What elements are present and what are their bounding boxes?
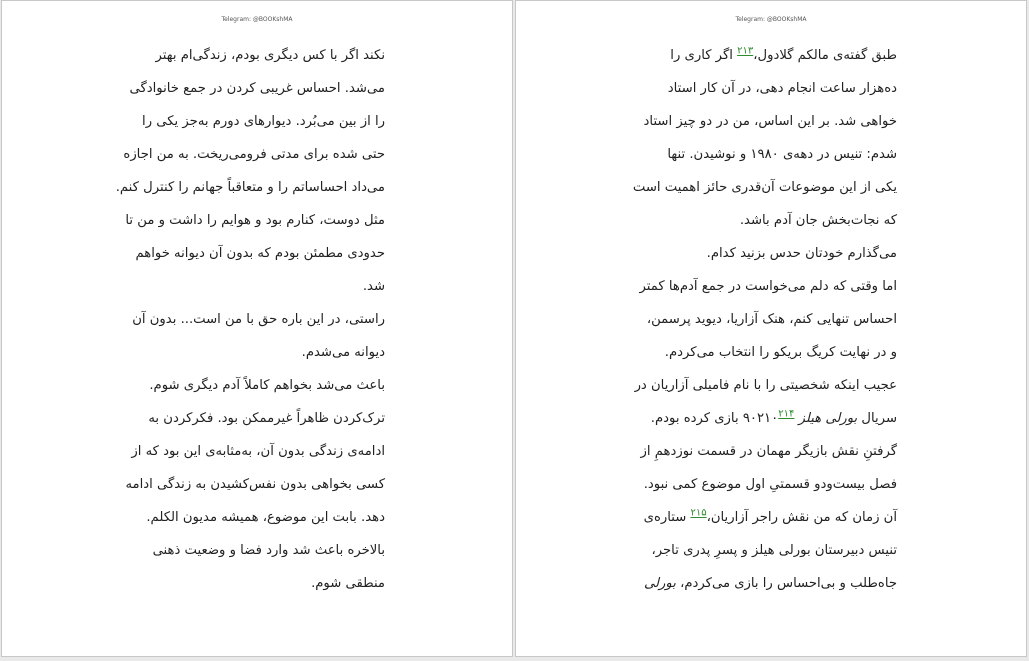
text-line: شدم: تنیس در دهه‌ی ۱۹۸۰ و نوشیدن. تنها xyxy=(667,147,897,162)
text-segment: سریال xyxy=(857,411,897,426)
text-line: باعث می‌شد بخواهم کاملاً آدم دیگری شوم. xyxy=(149,378,385,393)
text-segment: طبق گفته‌ی مالکم گلادول، xyxy=(753,48,897,63)
text-line: ده‌هزار ساعت انجام دهی، در آن کار استاد xyxy=(667,81,897,96)
text-line: حتی شده برای مدتی فرومی‌ریخت. به من اجازه xyxy=(123,147,385,162)
italic-title: بورلی xyxy=(644,576,676,591)
page-left xyxy=(1,0,513,657)
text-line: یکی از این موضوعات آن‌قدری حائز اهمیت است xyxy=(632,180,897,195)
text-line: اما وقتی که دلم می‌خواست در جمع آدم‌ها کمتر xyxy=(639,279,897,294)
text-segment: ستاره‌ی xyxy=(643,510,691,525)
text-line: بالاخره باعث شد وارد فضا و وضعیت ذهنی xyxy=(152,543,385,558)
text-line: می‌گذارم خودتان حدس بزنید کدام. xyxy=(706,246,897,261)
page-text xyxy=(627,39,897,600)
text-line: می‌شد. احساس غریبی کردن در جمع خانوادگی xyxy=(129,81,385,96)
text-line: تنیس دبیرستان بورلی هیلز و پسرِ پدری تاجر، xyxy=(651,543,897,558)
text-line: مثل دوست، کنارم بود و هوایم را داشت و من تا xyxy=(125,213,385,228)
text-line xyxy=(627,402,897,435)
text-line: می‌داد احساساتم را و متعاقباً جهانم را کنترل کنم. xyxy=(115,180,385,195)
text-line: عجیب اینکه شخصیتی را با نام فامیلی آزاریان در xyxy=(634,378,897,393)
text-line xyxy=(627,501,897,534)
text-line: که نجات‌بخش جان آدم باشد. xyxy=(739,213,897,228)
text-segment: اگر کاری را xyxy=(670,48,738,63)
text-line: راستی، در این باره حق با من است... بدون آن xyxy=(132,312,385,327)
text-segment: جاه‌طلب و بی‌احساس را بازی می‌کردم، xyxy=(675,576,897,591)
italic-title: بورلی هیلز xyxy=(798,411,858,426)
text-line: حدودی مطمئن بودم که بدون آن دیوانه خواهم xyxy=(135,246,385,261)
text-line xyxy=(627,39,897,72)
page-text xyxy=(117,39,385,600)
text-line: دیوانه می‌شدم. xyxy=(301,345,385,360)
text-line xyxy=(627,567,897,600)
text-line: و در نهایت کریگ بریکو را انتخاب می‌کردم. xyxy=(664,345,897,360)
page-header: Telegram: @BOOKshMA xyxy=(735,16,807,23)
text-line: را از بین می‌بُرد. دیوارهای دورم به‌جز یکی را xyxy=(142,114,385,129)
text-line: منطقی شوم. xyxy=(311,576,385,591)
text-line: احساس تنهایی کنم، هنک آزاریا، دیوید پرسمن، xyxy=(646,312,897,327)
text-line: نکند اگر با کس دیگری بودم، زندگی‌ام بهتر xyxy=(155,48,385,63)
footnote-link[interactable]: ۲۱۴ xyxy=(778,408,795,420)
footnote-link[interactable]: ۲۱۵ xyxy=(690,507,707,519)
page-right xyxy=(515,0,1027,657)
text-line: ترک‌کردن ظاهراً غیرممکن بود. فکرکردن به xyxy=(148,411,385,426)
footnote-link[interactable]: ۲۱۳ xyxy=(737,45,754,57)
text-segment: آن زمان که من نقش راجر آزاریان، xyxy=(706,510,897,525)
text-line: کسی بخواهی بدون نفس‌کشیدن به زندگی ادامه xyxy=(125,477,385,492)
page-header: Telegram: @BOOKshMA xyxy=(221,16,293,23)
text-segment: بازی کرده بودم. xyxy=(650,411,743,426)
text-line: ادامه‌ی زندگی بدون آن، به‌مثابه‌ی این بود که از xyxy=(131,444,385,459)
text-segment: ۹۰۲۱۰ xyxy=(742,411,799,426)
text-line: فصل بیست‌ودو قسمتیِ اول موضوع کمی نبود. xyxy=(643,477,897,492)
text-line: گرفتنِ نقش بازیگر مهمان در قسمت نوزدهمِ از xyxy=(640,444,897,459)
text-line: شد. xyxy=(362,279,385,294)
text-line: دهد. بابت این موضوع، همیشه مدیون الکلم. xyxy=(146,510,385,525)
text-line: خواهی شد. بر این اساس، من در دو چیز استاد xyxy=(643,114,897,129)
